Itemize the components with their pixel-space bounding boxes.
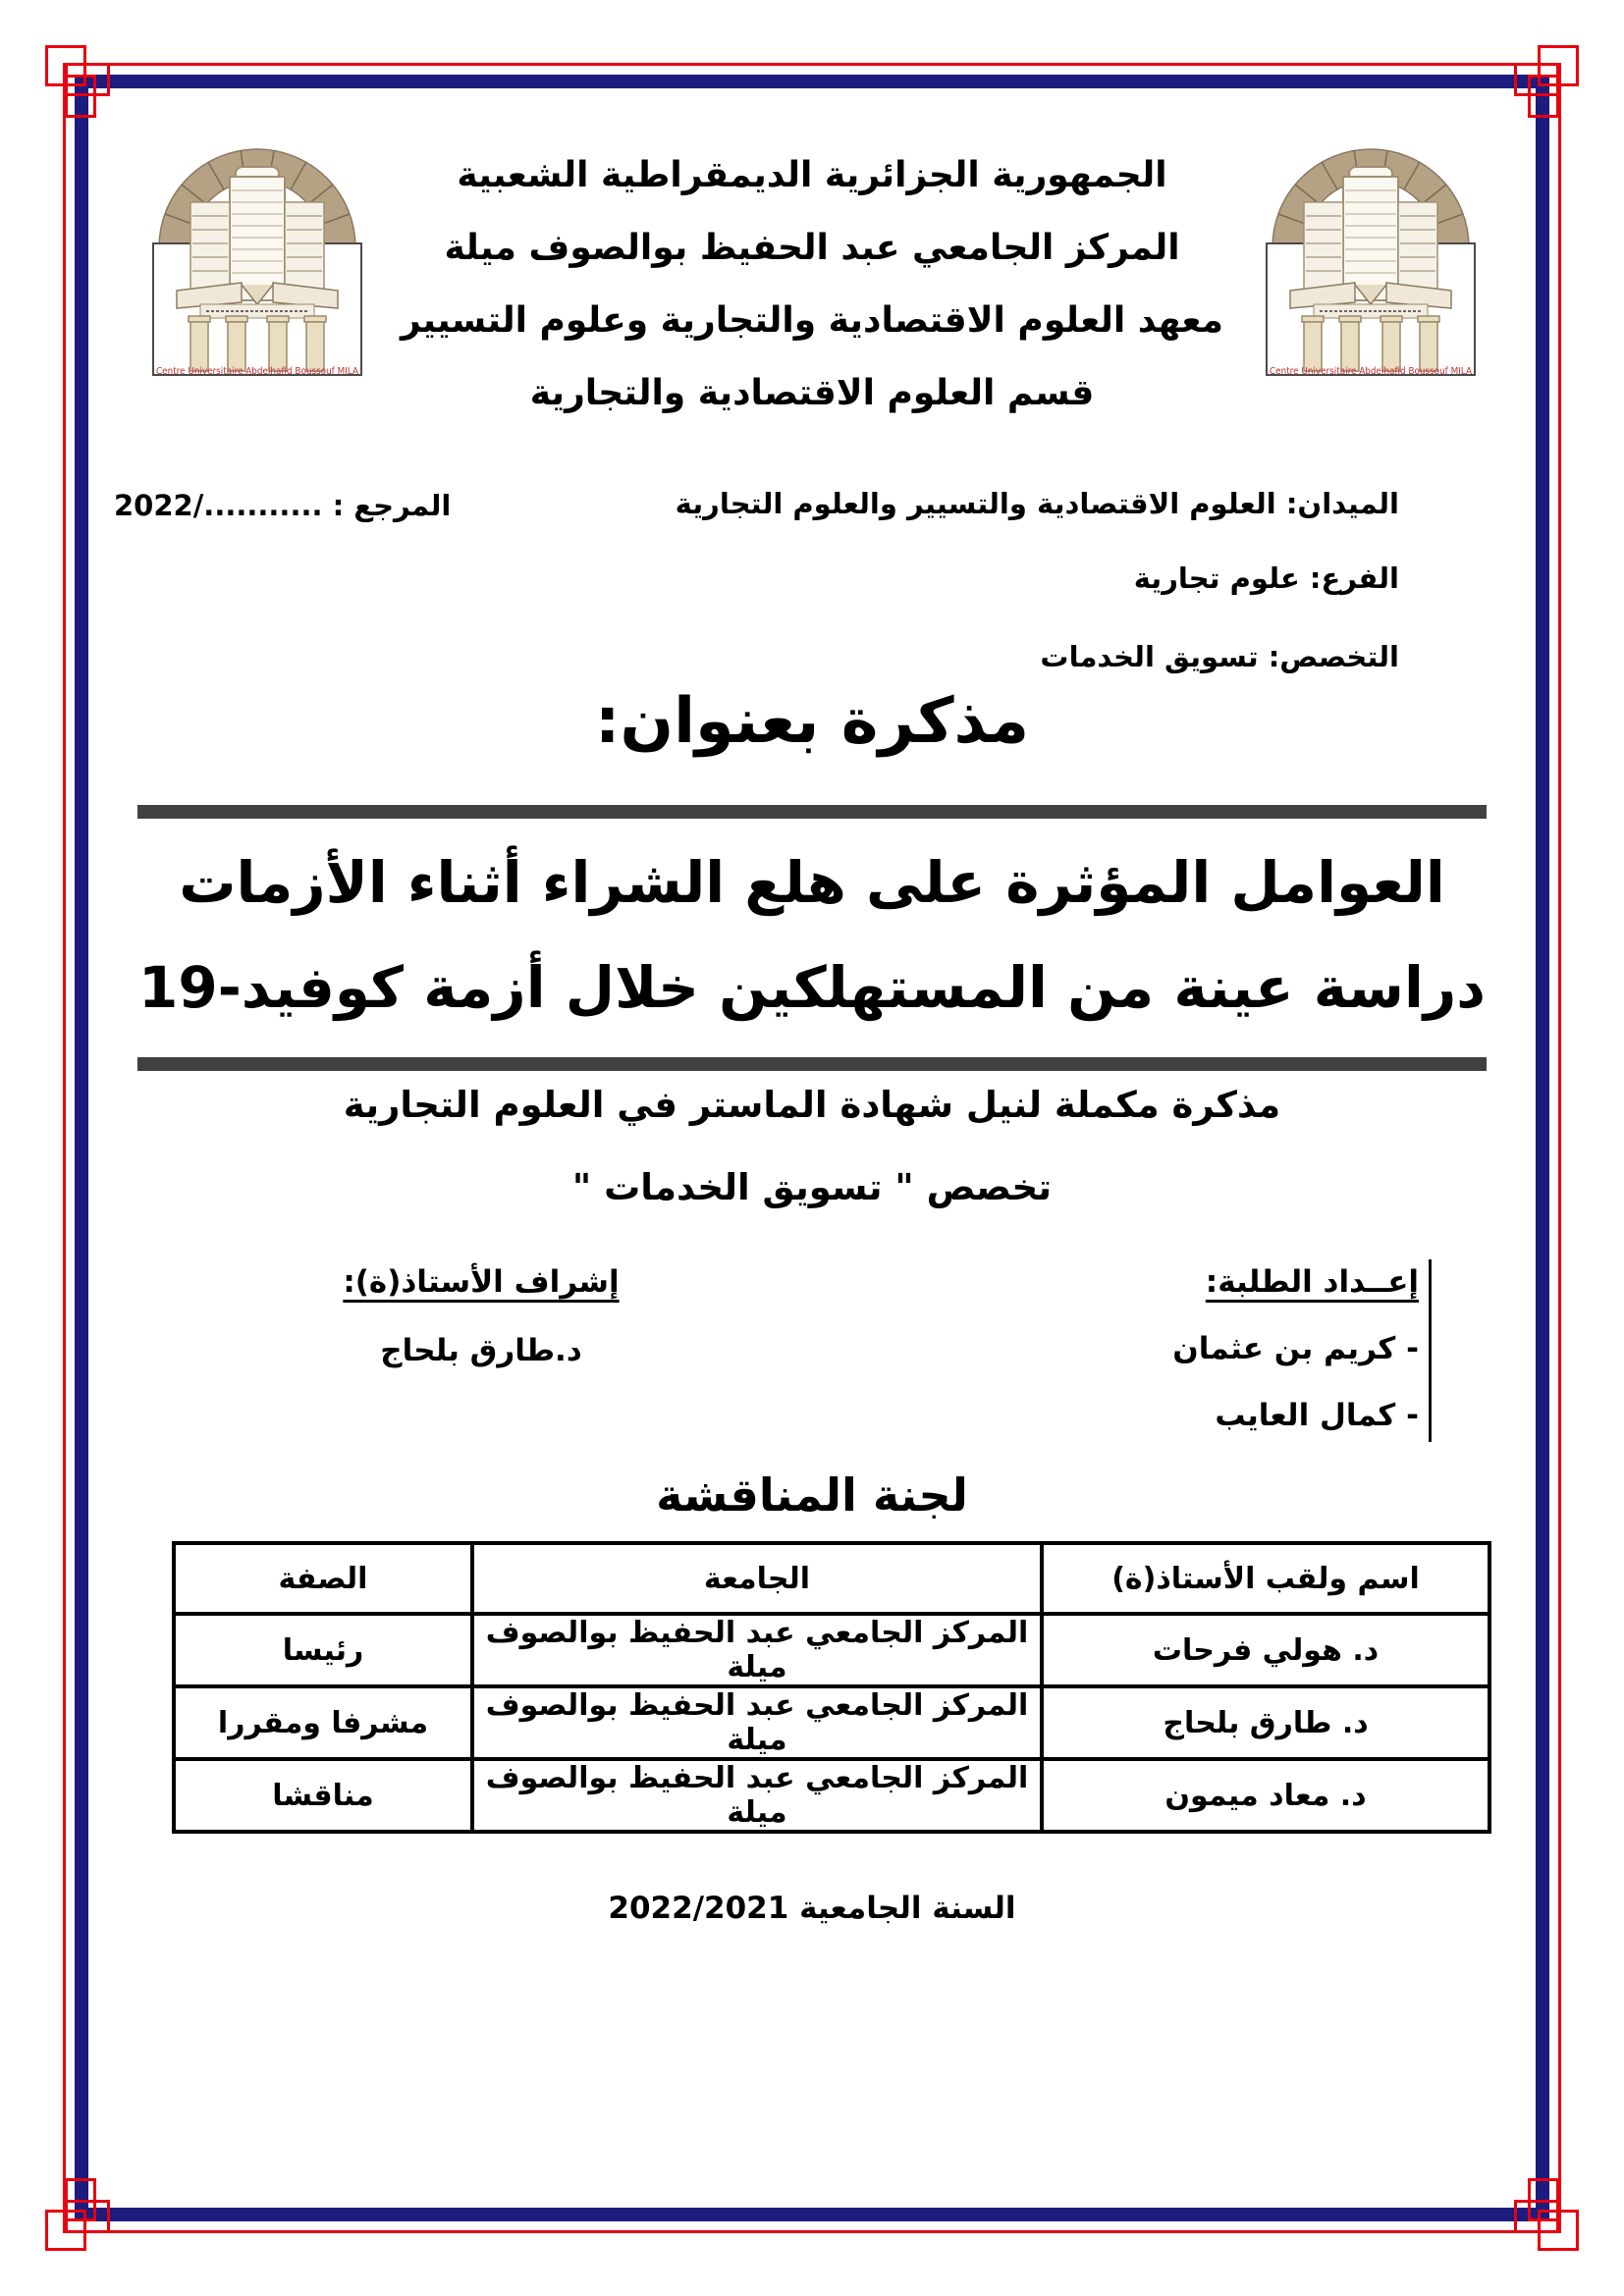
column-header-role: الصفة xyxy=(174,1543,472,1614)
thesis-title xyxy=(59,830,1565,1041)
supervisor-name: د.طارق بلحاج xyxy=(380,1333,582,1368)
professor-cell: د. هولي فرحات xyxy=(1042,1614,1489,1686)
university-cell: المركز الجامعي عبد الحفيظ بوالصوف ميلة xyxy=(472,1686,1042,1759)
supervisor-block xyxy=(285,1264,677,1368)
professor-cell: د. معاد ميمون xyxy=(1042,1759,1489,1832)
professor-cell: د. طارق بلحاج xyxy=(1042,1686,1489,1759)
logo-caption: Centre Universitaire Abdelhafid Boussouf MILA xyxy=(1270,366,1473,377)
university-cell: المركز الجامعي عبد الحفيظ بوالصوف ميلة xyxy=(472,1614,1042,1686)
corner-knot xyxy=(1528,75,1559,118)
committee-header-row xyxy=(174,1543,1489,1614)
memo-label: مذكرة بعنوان: xyxy=(594,685,1030,758)
specialty-subtitle: تخصص " تسويق الخدمات " xyxy=(571,1166,1053,1208)
header-line-institute: معهد العلوم الاقتصادية والتجارية وعلوم التسيير xyxy=(401,300,1223,341)
students-divider-rule xyxy=(1429,1259,1432,1442)
role-cell: مشرفا ومقررا xyxy=(174,1686,472,1759)
committee-row xyxy=(174,1614,1489,1686)
corner-knot xyxy=(45,2210,86,2251)
degree-subtitle: مذكرة مكملة لنيل شهادة الماستر في العلوم التجارية xyxy=(343,1084,1281,1126)
role-cell: رئيسا xyxy=(174,1614,472,1686)
title-bottom-rule xyxy=(137,1057,1487,1071)
corner-knot xyxy=(1528,2178,1559,2221)
corner-knot xyxy=(65,75,96,118)
corner-knot xyxy=(65,63,110,96)
corner-knot xyxy=(1514,2200,1559,2233)
committee-row xyxy=(174,1759,1489,1832)
branch-line: الفرع: علوم تجارية xyxy=(1133,561,1399,595)
corner-knot xyxy=(65,2178,96,2221)
column-header-university: الجامعة xyxy=(472,1543,1042,1614)
students-label: إعــداد الطلبة: xyxy=(1205,1264,1419,1300)
field-line: الميدان: العلوم الاقتصادية والتسيير والعلوم التجارية xyxy=(675,487,1399,520)
header-line-republic: الجمهورية الجزائرية الديمقراطية الشعبية xyxy=(457,155,1167,195)
role-cell: مناقشا xyxy=(174,1759,472,1832)
specialty-line: التخصص: تسويق الخدمات xyxy=(1040,640,1399,673)
student-name: - كمال العايب xyxy=(1215,1398,1419,1433)
header-line-center: المركز الجامعي عبد الحفيظ بوالصوف ميلة xyxy=(444,228,1180,268)
students-block xyxy=(1172,1264,1419,1433)
thesis-title-line2: دراسة عينة من المستهلكين خلال أزمة كوفيد-19 xyxy=(137,954,1486,1021)
committee-row xyxy=(174,1686,1489,1759)
corner-knot xyxy=(1538,45,1579,86)
thesis-title-line1: العوامل المؤثرة على هلع الشراء أثناء الأزمات xyxy=(179,849,1445,916)
university-header xyxy=(0,139,1624,430)
committee-table xyxy=(172,1541,1491,1834)
university-cell: المركز الجامعي عبد الحفيظ بوالصوف ميلة xyxy=(472,1759,1042,1832)
corner-knot xyxy=(1514,63,1559,96)
reference-line: المرجع : .........../2022 xyxy=(114,489,452,522)
column-header-professor: اسم ولقب الأستاذ(ة) xyxy=(1042,1543,1489,1614)
academic-year: السنة الجامعية 2022/2021 xyxy=(608,1891,1016,1926)
title-top-rule xyxy=(137,805,1487,819)
student-name: - كريم بن عثمان xyxy=(1172,1331,1419,1366)
corner-knot xyxy=(1538,2210,1579,2251)
header-line-department: قسم العلوم الاقتصادية والتجارية xyxy=(529,373,1095,413)
committee-title: لجنة المناقشة xyxy=(656,1468,968,1522)
supervisor-label: إشراف الأستاذ(ة): xyxy=(343,1264,620,1300)
corner-knot xyxy=(45,45,86,86)
corner-knot xyxy=(65,2200,110,2233)
logo-caption: Centre Universitaire Abdelhafid Boussouf MILA xyxy=(156,366,359,377)
